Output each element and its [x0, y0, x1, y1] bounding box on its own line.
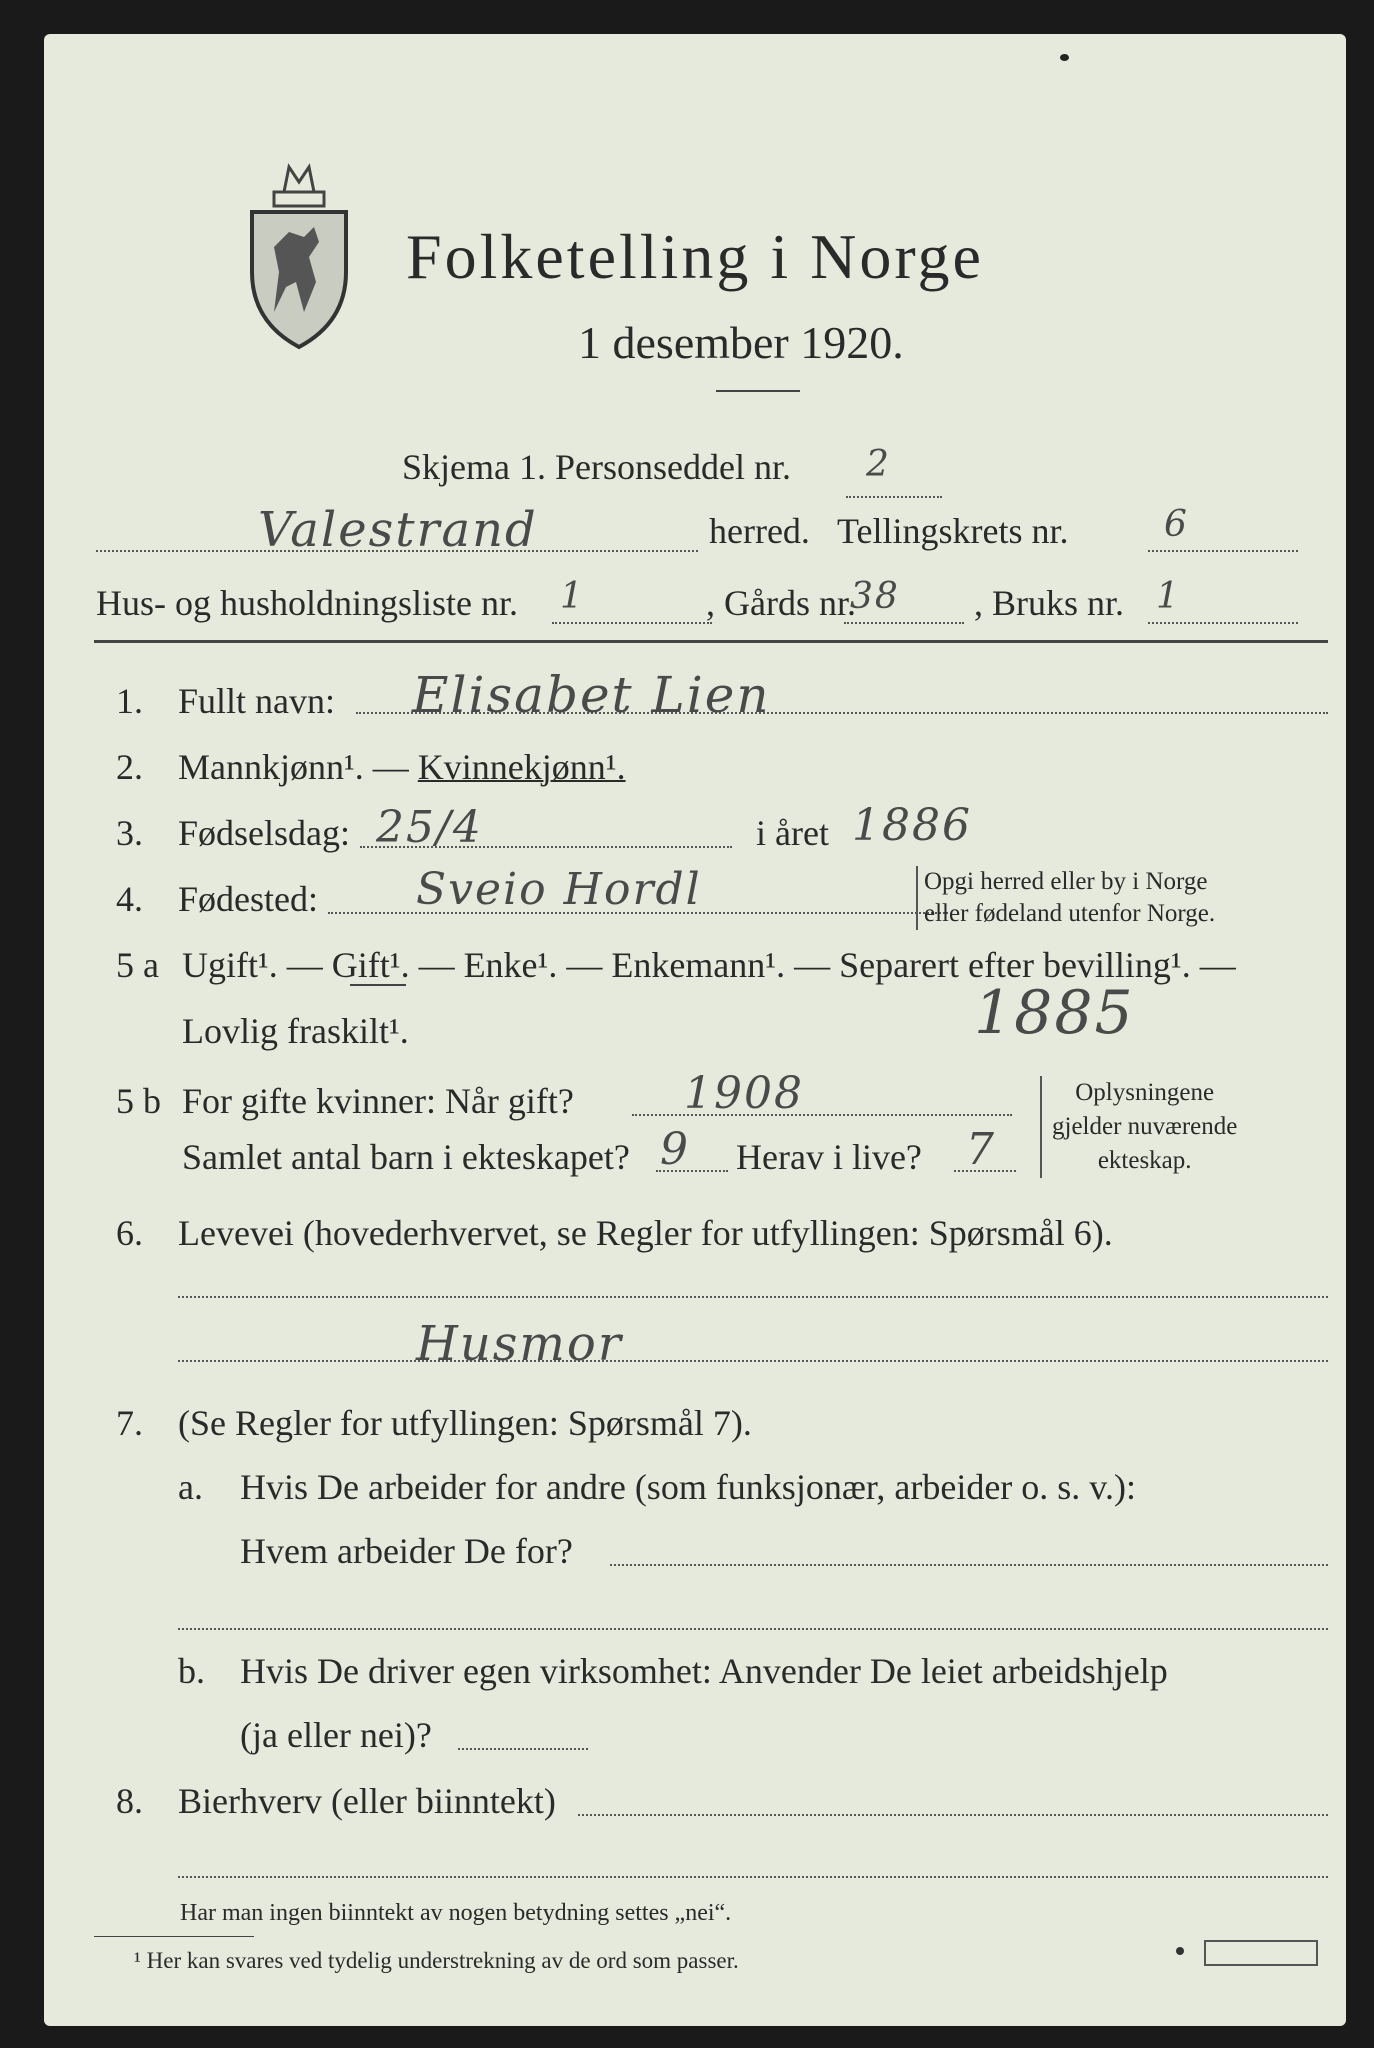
- q2-gender: [178, 746, 626, 788]
- krets-line: [1148, 550, 1298, 552]
- gender-separator: —: [363, 747, 418, 787]
- census-date: 1 desember 1920.: [578, 317, 904, 368]
- household-label: Hus- og husholdningsliste nr.: [96, 583, 519, 623]
- footnote: ¹ Her kan svares ved tydelig understrekning av de ord som passer.: [134, 1948, 739, 1973]
- gender-female: Kvinnekjønn¹.: [417, 747, 626, 787]
- children-count: 9: [660, 1124, 690, 1175]
- q3-label: Fødselsdag:: [178, 813, 351, 853]
- q5a-number: 5 a: [116, 945, 159, 985]
- bruks-label: , Bruks nr.: [974, 583, 1125, 623]
- q8-number: 8.: [116, 1781, 143, 1821]
- q8-label: Bierhverv (eller biinntekt): [178, 1781, 556, 1821]
- q5b-note-line2: gjelder nuværende: [1052, 1113, 1238, 1140]
- q6-number: 6.: [116, 1213, 143, 1253]
- coat-of-arms-icon: [244, 162, 354, 352]
- q8-line1: [578, 1814, 1328, 1816]
- q5b-note-line3: ekteskap.: [1097, 1147, 1192, 1174]
- gards-line: [844, 622, 964, 624]
- bruks-number: 1: [1156, 576, 1181, 617]
- q1-label: Fullt navn:: [178, 681, 336, 721]
- q5b-number: 5 b: [116, 1081, 161, 1121]
- q7a-line2: [178, 1628, 1328, 1630]
- q7b-text: Hvis De driver egen virksomhet: Anvender De leiet arbeidshjelp: [240, 1651, 1168, 1691]
- printer-stamp-icon: [1204, 1940, 1318, 1966]
- q2-number: 2.: [116, 747, 143, 787]
- marital-options: Ugift¹. — Gift¹. — Enke¹. — Enkemann¹. — Separert efter bevilling¹. —: [182, 945, 1236, 985]
- occupation: Husmor: [416, 1316, 623, 1372]
- q8-line2: [178, 1876, 1328, 1878]
- q3-number: 3.: [116, 813, 143, 853]
- krets-label: Tellingskrets nr.: [837, 511, 1069, 551]
- full-name: Elisabet Lien: [412, 666, 771, 724]
- birth-place: Sveio Hordl: [416, 864, 702, 915]
- q4-note-line1: Opgi herred eller by i Norge: [924, 868, 1208, 895]
- children-label: Samlet antal barn i ekteskapet?: [182, 1137, 630, 1177]
- ink-dot: [1060, 54, 1069, 61]
- q7a-text: Hvis De arbeider for andre (som funksjonær, arbeider o. s. v.):: [240, 1467, 1136, 1507]
- year-label: i året: [756, 813, 829, 853]
- gards-label: , Gårds nr.: [706, 583, 856, 623]
- schema-label: Skjema 1. Personseddel nr.: [402, 447, 791, 487]
- q7-label: (Se Regler for utfyllingen: Spørsmål 7).: [178, 1403, 752, 1443]
- footer-note: Har man ingen biinntekt av nogen betydning settes „nei“.: [180, 1900, 732, 1926]
- q5b-label: For gifte kvinner: Når gift?: [182, 1081, 574, 1121]
- q6-label: Levevei (hovederhvervet, se Regler for utfyllingen: Spørsmål 6).: [178, 1213, 1113, 1253]
- q7a-letter: a.: [178, 1467, 203, 1507]
- footer-dot: [1176, 1947, 1184, 1955]
- married-year: 1908: [684, 1068, 804, 1119]
- q4-note-line2: eller fødeland utenfor Norge.: [924, 900, 1216, 927]
- alive-label: Herav i live?: [736, 1137, 922, 1177]
- household-number: 1: [560, 576, 585, 617]
- q7a-line1: [610, 1564, 1328, 1566]
- q7a-text2: Hvem arbeider De for?: [240, 1531, 573, 1571]
- q4-number: 4.: [116, 879, 143, 919]
- census-form: [44, 34, 1346, 2026]
- gards-number: 38: [850, 576, 900, 617]
- krets-number: 6: [1164, 504, 1189, 545]
- footnote-divider: [94, 1936, 254, 1937]
- q7-number: 7.: [116, 1403, 143, 1443]
- person-number: 2: [866, 444, 891, 485]
- gift-underline: [350, 984, 406, 986]
- q5b-note: [1040, 1076, 1237, 1178]
- title-divider: [716, 390, 800, 392]
- birth-date: 25/4: [376, 802, 483, 853]
- form-title: Folketelling i Norge: [406, 221, 984, 292]
- margin-year-note: 1885: [974, 978, 1135, 1048]
- q1-number: 1.: [116, 681, 143, 721]
- q7b-text2: (ja eller nei)?: [240, 1715, 432, 1755]
- herred-label: herred.: [709, 511, 810, 551]
- household-line: [552, 622, 712, 624]
- q6-line2: [178, 1360, 1328, 1362]
- q6-line1: [178, 1296, 1328, 1298]
- birth-year: 1886: [852, 800, 972, 851]
- header-divider: [94, 640, 1328, 643]
- q4-note: [916, 866, 1215, 930]
- gender-male: Mannkjønn¹.: [178, 747, 364, 787]
- alive-count: 7: [966, 1124, 996, 1175]
- q4-label: Fødested:: [178, 879, 318, 919]
- person-number-line: [846, 496, 942, 498]
- bruks-line: [1148, 622, 1298, 624]
- q5b-note-line1: Oplysningene: [1075, 1079, 1215, 1106]
- marital-line2: Lovlig fraskilt¹.: [182, 1011, 409, 1051]
- herred-name: Valestrand: [258, 502, 538, 558]
- q7b-line: [458, 1748, 588, 1750]
- q7b-letter: b.: [178, 1651, 205, 1691]
